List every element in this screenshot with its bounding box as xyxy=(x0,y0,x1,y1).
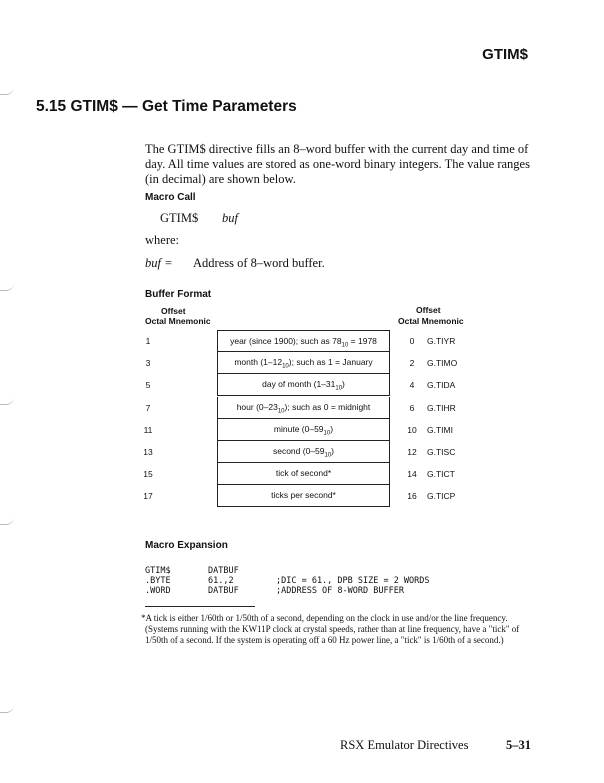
desc-text: day of month (1–31 xyxy=(262,379,336,390)
desc-subscript: 10 xyxy=(282,363,289,370)
desc-subscript: 10 xyxy=(324,452,332,459)
desc-tail: ) xyxy=(330,423,334,434)
section-title: 5.15 GTIM$ — Get Time Parameters xyxy=(36,98,297,115)
table-row xyxy=(120,374,520,396)
code-line xyxy=(145,586,448,596)
desc-text: year (since 1900); such as 78 xyxy=(230,336,342,346)
table-row xyxy=(120,397,520,419)
macro-expansion-heading: Macro Expansion xyxy=(145,540,228,551)
even-offset: 4 xyxy=(409,380,415,391)
table-row xyxy=(120,441,520,463)
code-line xyxy=(145,566,448,576)
desc-tail: ) xyxy=(342,379,345,390)
field-description xyxy=(217,330,390,352)
buffer-format-heading: Buffer Format xyxy=(145,289,212,300)
binding-mark xyxy=(0,396,14,405)
footnote: *A tick is either 1/60th or 1/50th of a second, depending on the clock in use and/or the line frequency. (Systems running with the KW11P clock at crystal speeds, rather than at line frequency, have a "tick" of 1/50th of a second. If the system is operating off a 60 Hz power line, a "tick" is 1/60th of a second.) xyxy=(141,613,520,645)
right-header-octal: Octal Mnemonic xyxy=(398,316,464,326)
desc-tail: ) xyxy=(331,446,335,456)
desc-subscript: 10 xyxy=(335,386,343,393)
odd-offset: 11 xyxy=(143,424,153,435)
even-offset: 16 xyxy=(407,491,417,502)
mnemonic: G.TISC xyxy=(427,447,456,457)
macro-call-name: GTIM$ xyxy=(160,211,199,225)
even-offset: 6 xyxy=(409,402,415,413)
desc-text: ticks per second* xyxy=(271,490,336,501)
field-description xyxy=(217,419,390,441)
param-name: buf = xyxy=(145,256,173,270)
table-row xyxy=(120,463,520,485)
where-label: where: xyxy=(145,233,180,247)
even-offset: 10 xyxy=(407,424,417,435)
macro-call-heading: Macro Call xyxy=(145,192,196,203)
binding-mark xyxy=(0,516,14,525)
desc-tail: ); such as 1 = January xyxy=(288,357,373,368)
code-op: .WORD xyxy=(145,586,171,596)
desc-text: month (1–12 xyxy=(234,357,283,368)
table-row xyxy=(120,419,520,441)
even-offset: 12 xyxy=(407,447,417,457)
left-header-octal: Octal Mnemonic xyxy=(145,316,211,326)
field-description xyxy=(217,397,390,419)
desc-subscript: 10 xyxy=(277,408,285,415)
desc-text: minute (0–59 xyxy=(273,423,324,434)
field-description xyxy=(217,352,390,374)
running-head: GTIM$ xyxy=(482,46,528,63)
intro-paragraph: The GTIM$ directive fills an 8–word buffer with the current day and time of day. All time values are stored as one-word binary integers. The value ranges (in decimal) are shown below. xyxy=(145,142,530,186)
desc-text: tick of second* xyxy=(275,468,332,479)
table-row xyxy=(120,352,520,374)
code-op: .BYTE xyxy=(145,576,171,586)
mnemonic: G.TIMO xyxy=(427,358,458,369)
even-offset: 14 xyxy=(407,469,417,480)
desc-text: hour (0–23 xyxy=(236,401,278,412)
mnemonic: G.TIDA xyxy=(427,380,456,391)
desc-tail: ); such as 0 = midnight xyxy=(284,401,371,412)
field-description xyxy=(217,485,390,507)
page-number: 5–31 xyxy=(506,738,531,752)
odd-offset: 15 xyxy=(143,469,153,480)
code-comment xyxy=(276,566,448,576)
code-arg: DATBUF xyxy=(208,586,239,596)
binding-mark xyxy=(0,704,14,713)
odd-offset: 3 xyxy=(145,358,151,369)
field-description xyxy=(217,374,390,396)
right-header-offset: Offset xyxy=(416,305,441,315)
code-comment: ;ADDRESS OF 8-WORD BUFFER xyxy=(276,586,404,596)
footnote-rule xyxy=(145,606,255,607)
table-row xyxy=(120,330,520,352)
mnemonic: G.TICP xyxy=(427,491,456,502)
left-header-offset: Offset xyxy=(161,306,186,316)
mnemonic: G.TIYR xyxy=(427,336,456,346)
mnemonic: G.TIMI xyxy=(427,424,453,435)
binding-mark xyxy=(0,282,14,291)
odd-offset: 7 xyxy=(145,402,151,413)
mnemonic: G.TIHR xyxy=(427,402,456,413)
field-description xyxy=(217,441,390,463)
macro-call-arg: buf xyxy=(222,211,238,225)
table-row xyxy=(120,485,520,507)
even-offset: 0 xyxy=(409,336,415,346)
code-comment: ;DIC = 61., DPB SIZE = 2 WORDS xyxy=(276,576,430,586)
desc-text: second (0–59 xyxy=(272,446,325,456)
odd-offset: 13 xyxy=(143,447,153,457)
desc-subscript: 10 xyxy=(341,342,349,349)
binding-mark xyxy=(0,86,14,95)
footer-title: RSX Emulator Directives xyxy=(340,738,469,752)
code-arg: 61.,2 xyxy=(208,576,234,586)
code-line xyxy=(145,576,448,586)
code-arg: DATBUF xyxy=(208,566,239,576)
even-offset: 2 xyxy=(409,358,415,369)
desc-tail: = 1978 xyxy=(348,336,377,346)
macro-expansion-code xyxy=(145,566,448,596)
odd-offset: 1 xyxy=(145,336,151,346)
odd-offset: 5 xyxy=(145,380,151,391)
field-description xyxy=(217,463,390,485)
desc-subscript: 10 xyxy=(323,430,331,437)
code-op: GTIM$ xyxy=(145,566,171,576)
param-desc: Address of 8–word buffer. xyxy=(193,256,325,270)
mnemonic: G.TICT xyxy=(427,469,455,480)
odd-offset: 17 xyxy=(143,491,153,502)
